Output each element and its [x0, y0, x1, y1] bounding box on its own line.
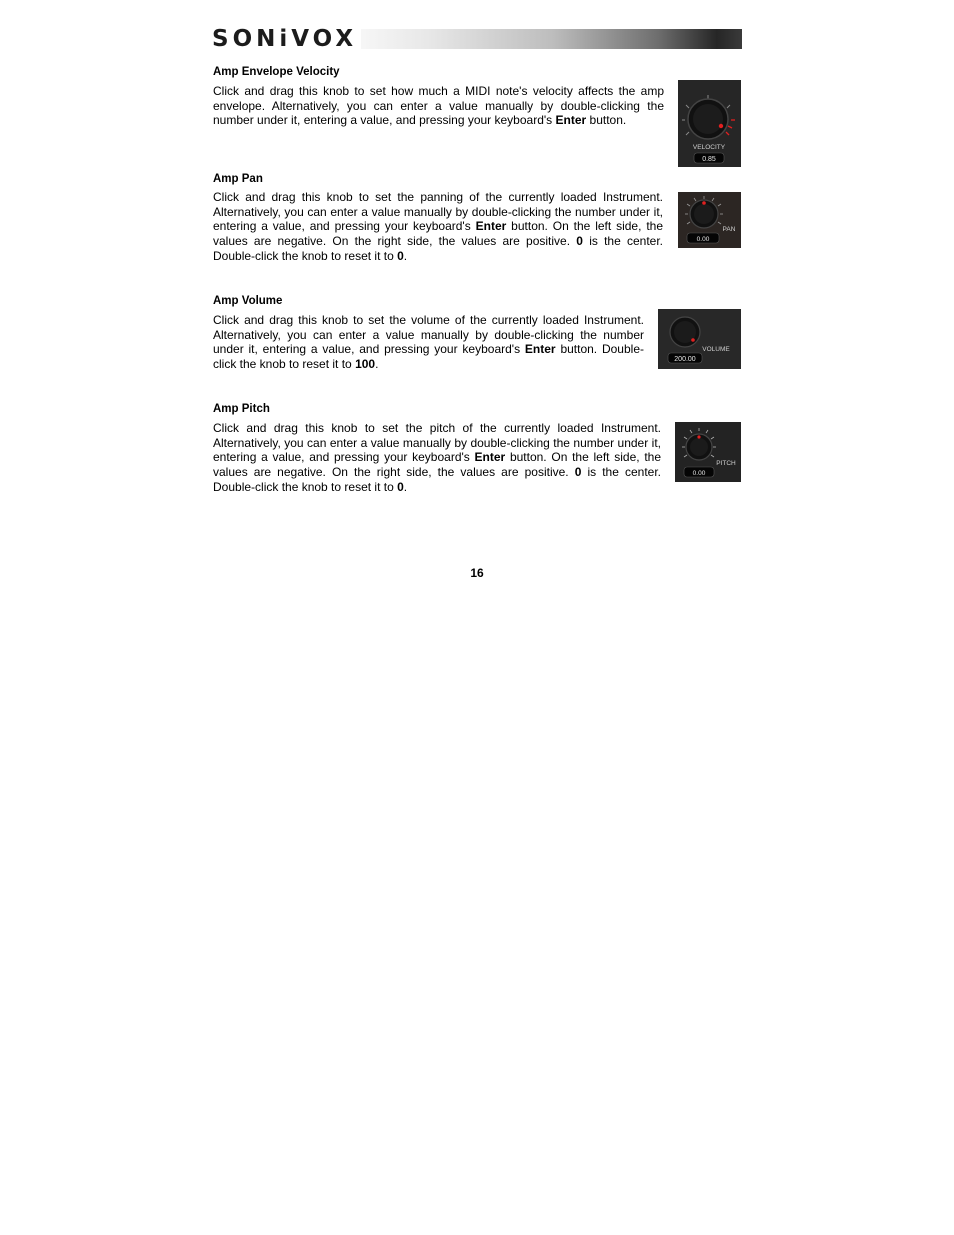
pan-knob-panel: [678, 192, 741, 248]
section-title-amp-pan: Amp Pan: [213, 173, 263, 185]
pitch-value-field[interactable]: 0.00: [692, 470, 706, 477]
velocity-value-field[interactable]: 0.85: [702, 156, 716, 163]
section-title-amp-envelope-velocity: Amp Envelope Velocity: [213, 66, 340, 78]
pitch-knob-panel: [675, 422, 741, 482]
section-title-amp-pitch: Amp Pitch: [213, 403, 270, 415]
section-text-amp-envelope-velocity: Click and drag this knob to set how much a MIDI note's velocity affects the amp envelope. Alternatively, you can enter a value manually by double-clicking the number under it, entering a value, and pressing your keyboard's Enter button.: [213, 84, 664, 128]
section-title-amp-volume: Amp Volume: [213, 295, 283, 307]
pan-knob-label: PAN: [722, 226, 736, 233]
volume-value-field[interactable]: 200.00: [674, 356, 696, 363]
pitch-knob-label: PITCH: [716, 460, 736, 467]
header-gradient-bar: [322, 29, 742, 49]
page-header: [212, 28, 742, 50]
sonivox-logo: SONiVOX: [212, 26, 361, 52]
volume-knob-label: VOLUME: [702, 346, 730, 353]
section-text-amp-pitch: Click and drag this knob to set the pitch of the currently loaded Instrument. Alternatively, you can enter a value manually by double-clicking the number under it, entering a value, and pressing your keyboard's Enter button. On the left side, the values are negative. On the right side, the values are positive. 0 is the center. Double-click the knob to reset it to 0.: [213, 421, 661, 494]
velocity-knob-panel: [678, 80, 741, 167]
velocity-knob-label: VELOCITY: [692, 144, 726, 151]
page-number: 16: [470, 566, 484, 580]
pan-value-field[interactable]: 0.00: [696, 236, 710, 243]
section-text-amp-volume: Click and drag this knob to set the volume of the currently loaded Instrument. Alternatively, you can enter a value manually by double-clicking the number under it, entering a value, and pressing your keyboard's Enter button. Double-click the knob to reset it to 100.: [213, 313, 644, 372]
volume-knob-panel: [658, 309, 741, 369]
section-text-amp-pan: Click and drag this knob to set the panning of the currently loaded Instrument. Alternatively, you can enter a value manually by double-clicking the number under it, entering a value, and pressing your keyboard's Enter button. On the left side, the values are negative. On the right side, the values are positive. 0 is the center. Double-click the knob to reset it to 0.: [213, 190, 664, 263]
